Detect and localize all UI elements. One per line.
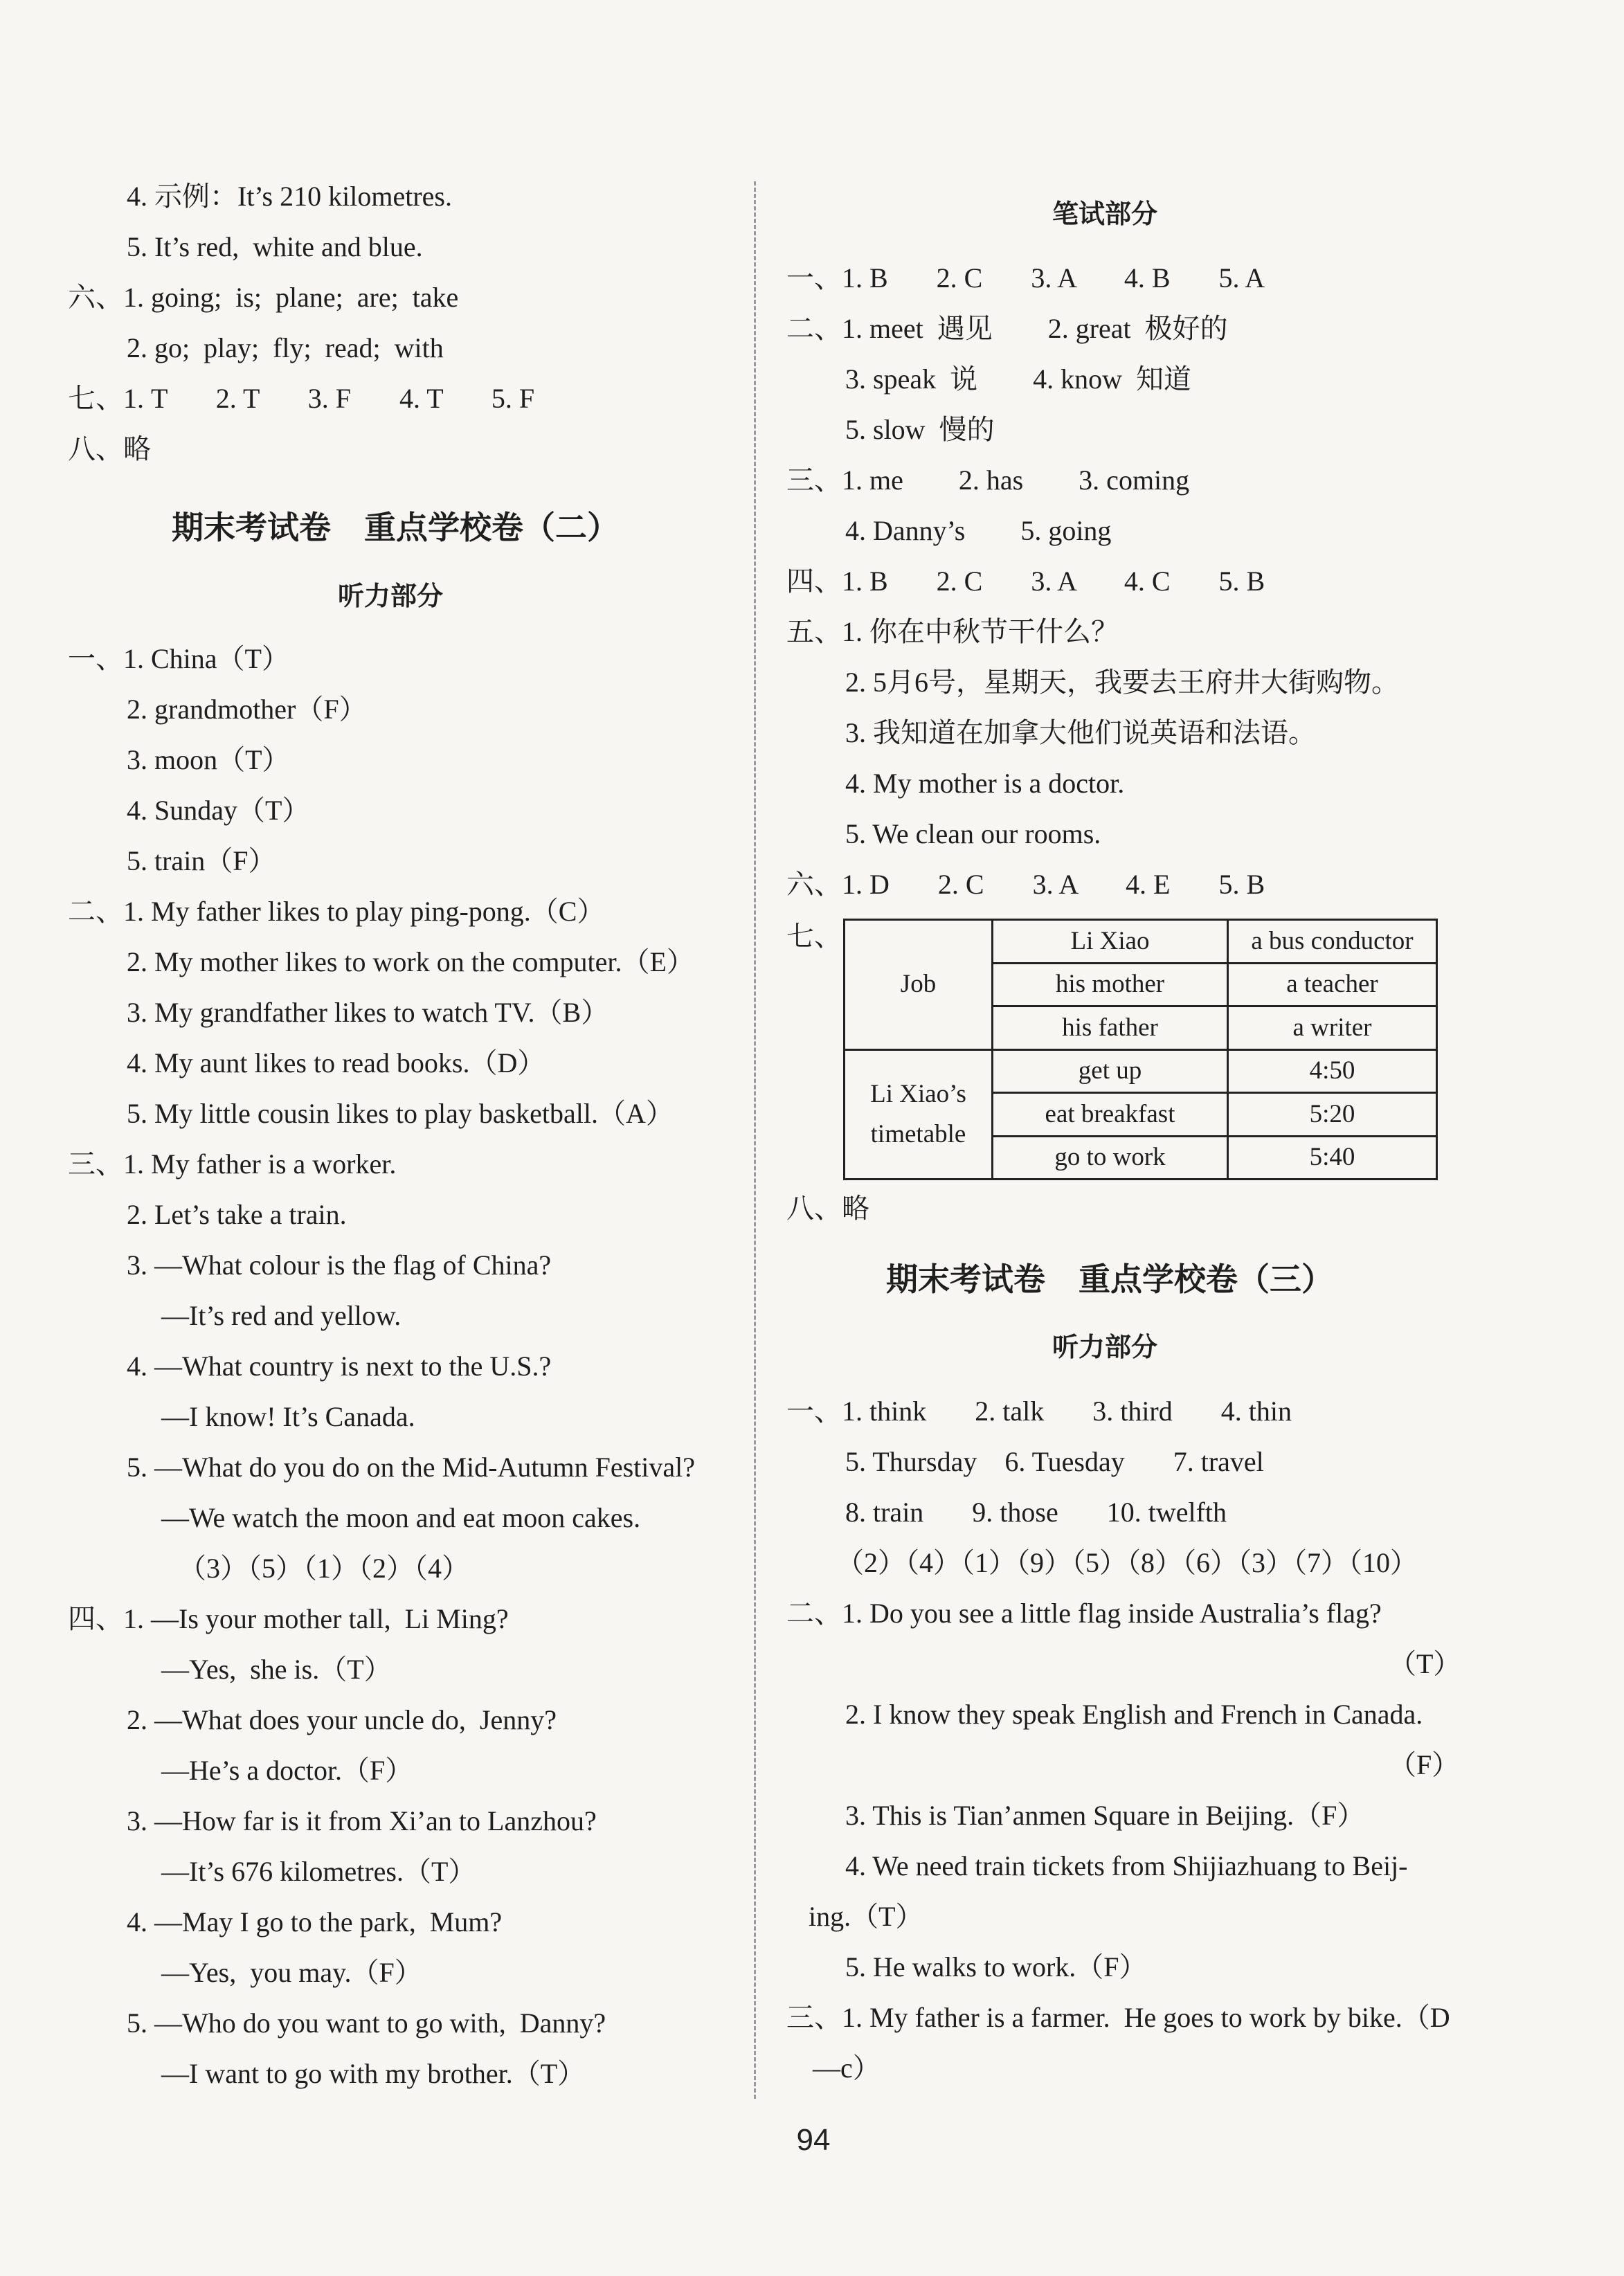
answer-line: 二、1. meet 遇见 2. great 极好的 bbox=[786, 313, 1228, 344]
answer-line: 三、1. me 2. has 3. coming bbox=[786, 464, 1190, 496]
answer-mark: （F） bbox=[1389, 1749, 1460, 1780]
answer-line: 5. Thursday 6. Tuesday 7. travel bbox=[845, 1446, 1264, 1477]
job-timetable-table bbox=[843, 919, 1438, 1180]
answer-line: 五、1. 你在中秋节干什么？ bbox=[786, 616, 1119, 647]
answer-line: 2. 5月6号，星期天，我要去王府井大街购物。 bbox=[845, 667, 1399, 698]
answer-line: 六、1. D 2. C 3. A 4. E 5. B bbox=[786, 869, 1265, 900]
answer-line: —He’s a doctor.（F） bbox=[161, 1755, 413, 1786]
answer-line: —It’s red and yellow. bbox=[161, 1300, 402, 1331]
answer-line: 3. moon（T） bbox=[127, 744, 290, 775]
answer-line: 4. —What country is next to the U.S.? bbox=[127, 1351, 552, 1382]
table-cell: Li Xiao bbox=[993, 920, 1228, 964]
timetable-header-cell bbox=[845, 1049, 993, 1180]
answer-line: 3. My grandfather likes to watch TV.（B） bbox=[127, 997, 609, 1028]
answer-line: —c） bbox=[813, 2052, 881, 2084]
column-divider bbox=[754, 181, 756, 2099]
answer-line: 4. Danny’s 5. going bbox=[845, 515, 1112, 546]
answer-line: 三、1. My father is a worker. bbox=[68, 1148, 397, 1180]
table-cell: a bus conductor bbox=[1228, 920, 1437, 964]
table-cell: 5:40 bbox=[1228, 1136, 1437, 1180]
question-label: 七、 bbox=[786, 921, 842, 952]
answer-line: —Yes, she is.（T） bbox=[161, 1654, 392, 1685]
answer-line: （3）（5）（1）（2）（4） bbox=[179, 1553, 469, 1584]
answer-line: 一、1. China（T） bbox=[68, 643, 289, 674]
answer-line: 5. —Who do you want to go with, Danny? bbox=[127, 2007, 606, 2039]
table-cell: get up bbox=[993, 1049, 1228, 1093]
section-subtitle: 听力部分 bbox=[338, 581, 444, 611]
answer-line: 4. 示例：It’s 210 kilometres. bbox=[127, 181, 452, 212]
answer-line: 3. 我知道在加拿大他们说英语和法语。 bbox=[845, 717, 1316, 748]
answer-line: —I know! It’s Canada. bbox=[161, 1401, 415, 1432]
job-header-cell: Job bbox=[845, 920, 993, 1050]
answer-line: 5. We clean our rooms. bbox=[845, 818, 1101, 849]
answer-line: 5. My little cousin likes to play basketball.（A） bbox=[127, 1098, 674, 1129]
answer-line: 2. I know they speak English and French in Canada. bbox=[845, 1699, 1423, 1730]
answer-line: 4. We need train tickets from Shijiazhuang to Beij- bbox=[845, 1850, 1408, 1881]
answer-line: 四、1. —Is your mother tall, Li Ming? bbox=[68, 1603, 509, 1634]
answer-line: —It’s 676 kilometres.（T） bbox=[161, 1856, 476, 1887]
answer-line: 一、1. B 2. C 3. A 4. B 5. A bbox=[786, 262, 1265, 293]
answer-line: —Yes, you may.（F） bbox=[161, 1957, 422, 1988]
table-cell: go to work bbox=[993, 1136, 1228, 1180]
answer-line: 3. —How far is it from Xi’an to Lanzhou? bbox=[127, 1805, 597, 1836]
table-cell: his father bbox=[993, 1006, 1228, 1050]
section-subtitle: 笔试部分 bbox=[1052, 199, 1158, 229]
answer-line: 八、略 bbox=[786, 1193, 869, 1224]
table-cell: his mother bbox=[993, 963, 1228, 1006]
table-row bbox=[845, 920, 1437, 964]
answer-line: 4. My aunt likes to read books.（D） bbox=[127, 1047, 545, 1078]
answer-line: 4. Sunday（T） bbox=[127, 795, 310, 826]
section-subtitle: 听力部分 bbox=[1052, 1332, 1158, 1362]
answer-line: 3. —What colour is the flag of China? bbox=[127, 1249, 552, 1281]
answer-line: 2. Let’s take a train. bbox=[127, 1199, 347, 1230]
table-cell: 4:50 bbox=[1228, 1049, 1437, 1093]
answer-line: 2. —What does your uncle do, Jenny? bbox=[127, 1704, 557, 1735]
answer-line: —I want to go with my brother.（T） bbox=[161, 2058, 586, 2089]
answer-line: 5. train（F） bbox=[127, 845, 276, 876]
table-row bbox=[845, 1049, 1437, 1093]
answer-line: 2. go; play; fly; read; with bbox=[127, 332, 444, 363]
table-cell: eat breakfast bbox=[993, 1093, 1228, 1137]
answer-line: 三、1. My father is a farmer. He goes to work by bike.（D bbox=[786, 2002, 1450, 2033]
timetable-header-line: timetable bbox=[870, 1119, 966, 1148]
answer-line: 八、略 bbox=[68, 433, 151, 464]
answer-line: 七、1. T 2. T 3. F 4. T 5. F bbox=[68, 383, 535, 414]
section-title: 期末考试卷 重点学校卷（二） bbox=[172, 509, 620, 546]
table-cell: a teacher bbox=[1228, 963, 1437, 1006]
answer-line: 8. train 9. those 10. twelfth bbox=[845, 1497, 1227, 1528]
answer-line: —We watch the moon and eat moon cakes. bbox=[161, 1502, 641, 1533]
table-cell: 5:20 bbox=[1228, 1093, 1437, 1137]
answer-line: 二、1. My father likes to play ping-pong.（C） bbox=[68, 896, 605, 927]
page-number: 94 bbox=[796, 2123, 831, 2157]
answer-mark: （T） bbox=[1389, 1648, 1461, 1679]
answer-line: 3. speak 说 4. know 知道 bbox=[845, 363, 1191, 395]
answer-line: 一、1. think 2. talk 3. third 4. thin bbox=[786, 1396, 1292, 1427]
answer-line: 2. My mother likes to work on the computer.（E） bbox=[127, 946, 694, 977]
answer-line: 3. This is Tian’anmen Square in Beijing.（F） bbox=[845, 1800, 1365, 1831]
answer-line: 四、1. B 2. C 3. A 4. C 5. B bbox=[786, 566, 1265, 597]
answer-line: （2）（4）（1）（9）（5）（8）（6）（3）（7）（10） bbox=[836, 1547, 1418, 1578]
answer-line: 4. —May I go to the park, Mum? bbox=[127, 1906, 503, 1938]
section-title: 期末考试卷 重点学校卷（三） bbox=[886, 1261, 1334, 1298]
right-column bbox=[761, 0, 1624, 2276]
answer-line: 5. It’s red, white and blue. bbox=[127, 231, 423, 262]
answer-line: 2. grandmother（F） bbox=[127, 694, 367, 725]
answer-line: 5. —What do you do on the Mid-Autumn Festival? bbox=[127, 1452, 696, 1483]
answer-line: 5. slow 慢的 bbox=[845, 414, 995, 445]
answer-line: 六、1. going; is; plane; are; take bbox=[68, 282, 459, 313]
timetable-header-line: Li Xiao’s bbox=[870, 1079, 966, 1108]
answer-line: ing.（T） bbox=[809, 1901, 923, 1932]
left-column bbox=[0, 0, 755, 2276]
table-cell: a writer bbox=[1228, 1006, 1437, 1050]
answer-line: 4. My mother is a doctor. bbox=[845, 768, 1125, 799]
answer-line: 5. He walks to work.（F） bbox=[845, 1951, 1147, 1983]
answer-line: 二、1. Do you see a little flag inside Australia’s flag? bbox=[786, 1598, 1382, 1629]
